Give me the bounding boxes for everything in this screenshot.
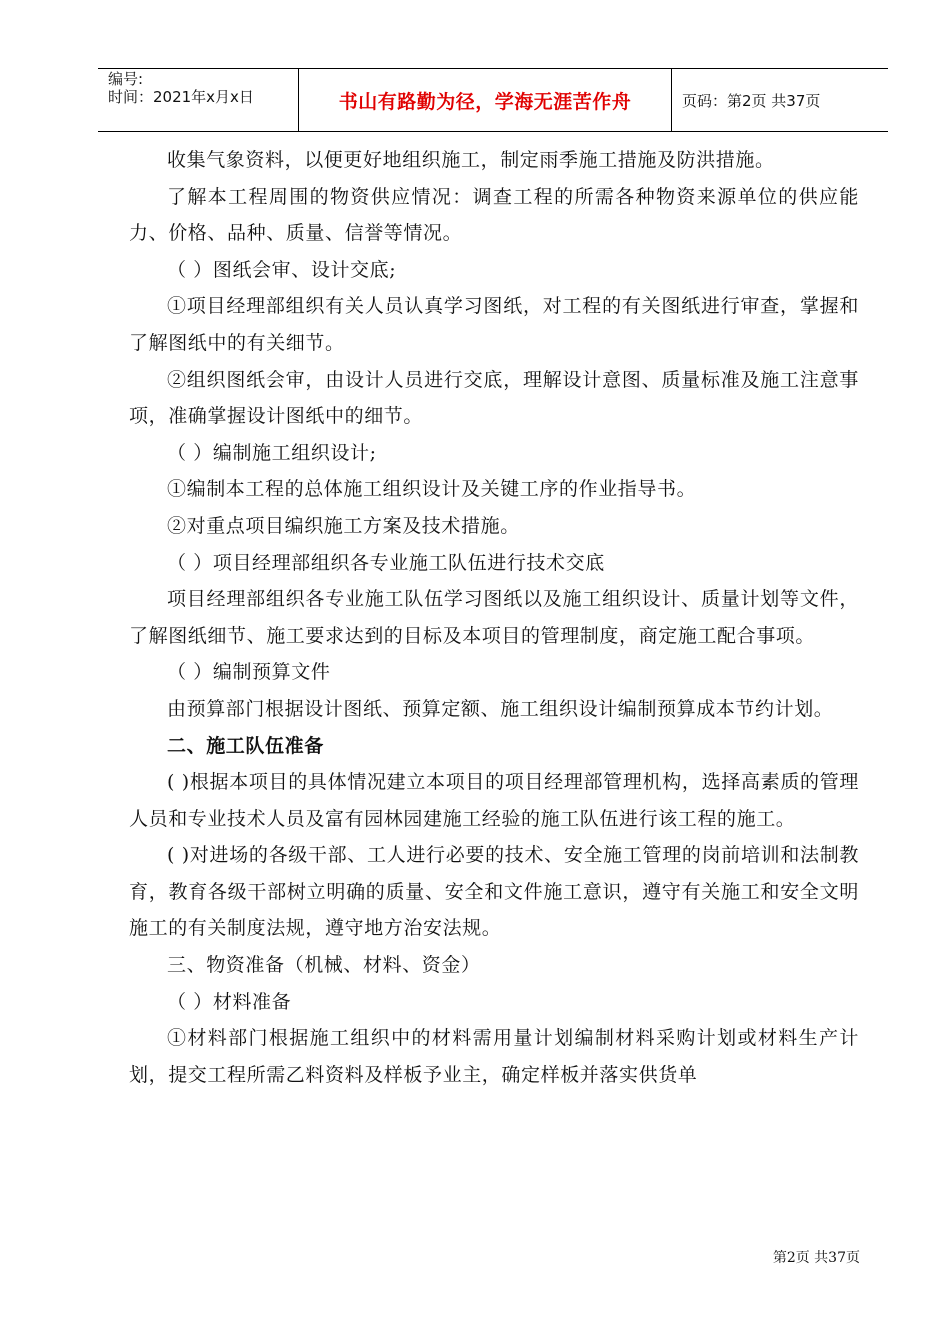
paragraph: 收集气象资料，以便更好地组织施工，制定雨季施工措施及防洪措施。 bbox=[167, 149, 775, 171]
section-heading: 二、施工队伍准备 bbox=[167, 734, 324, 757]
page-header bbox=[98, 68, 888, 132]
paragraph: ①项目经理部组织有关人员认真学习图纸，对工程的有关图纸进行审查，掌握和了解图纸中的有关细节。 bbox=[129, 295, 859, 354]
paragraph: （ ）材料准备 bbox=[167, 990, 292, 1013]
header-meta bbox=[98, 69, 299, 131]
paragraph: ( )根据本项目的具体情况建立本项目的项目经理部管理机构，选择高素质的管理人员和专业技术人员及富有园林园建施工经验的施工队伍进行该工程的施工。 bbox=[129, 771, 859, 830]
paragraph: ②组织图纸会审，由设计人员进行交底，理解设计意图、质量标准及施工注意事项，准确掌握设计图纸中的细节。 bbox=[129, 368, 859, 428]
paragraph: ②对重点项目编织施工方案及技术措施。 bbox=[167, 514, 520, 537]
paragraph: （ ）项目经理部组织各专业施工队伍进行技术交底 bbox=[167, 551, 605, 574]
paragraph: （ ）编制施工组织设计; bbox=[167, 441, 377, 464]
doc-number-label: 编号: bbox=[108, 70, 144, 88]
page-footer: 第2页 共37页 bbox=[772, 1250, 860, 1266]
paragraph: 三、物资准备（机械、材料、资金） bbox=[167, 954, 481, 977]
paragraph: ①材料部门根据施工组织中的材料需用量计划编制材料采购计划或材料生产计划，提交工程所需乙料资料及样板予业主，确定样板并落实供货单 bbox=[129, 1027, 859, 1086]
paragraph: 由预算部门根据设计图纸、预算定额、施工组织设计编制预算成本节约计划。 bbox=[167, 697, 834, 720]
paragraph: （ ）图纸会审、设计交底; bbox=[167, 258, 397, 281]
document-body bbox=[129, 142, 859, 1093]
header-motto: 书山有路勤为径，学海无涯苦作舟 bbox=[299, 69, 672, 131]
header-page-number: 页码：第2页 共37页 bbox=[682, 91, 821, 110]
paragraph: ( )对进场的各级干部、工人进行必要的技术、安全施工管理的岗前培训和法制教育，教育各级干部树立明确的质量、安全和文件施工意识，遵守有关施工和安全文明施工的有关制度法规，遵守地方治安法规。 bbox=[129, 844, 859, 940]
doc-date: 时间：2021年x月x日 bbox=[108, 88, 254, 106]
paragraph: 了解本工程周围的物资供应情况：调查工程的所需各种物资来源单位的供应能力、价格、品种、质量、信誉等情况。 bbox=[129, 185, 859, 245]
paragraph: （ ）编制预算文件 bbox=[167, 661, 331, 684]
paragraph: ①编制本工程的总体施工组织设计及关键工序的作业指导书。 bbox=[167, 478, 697, 501]
paragraph: 项目经理部组织各专业施工队伍学习图纸以及施工组织设计、质量计划等文件，了解图纸细节、施工要求达到的目标及本项目的管理制度，商定施工配合事项。 bbox=[129, 588, 859, 647]
